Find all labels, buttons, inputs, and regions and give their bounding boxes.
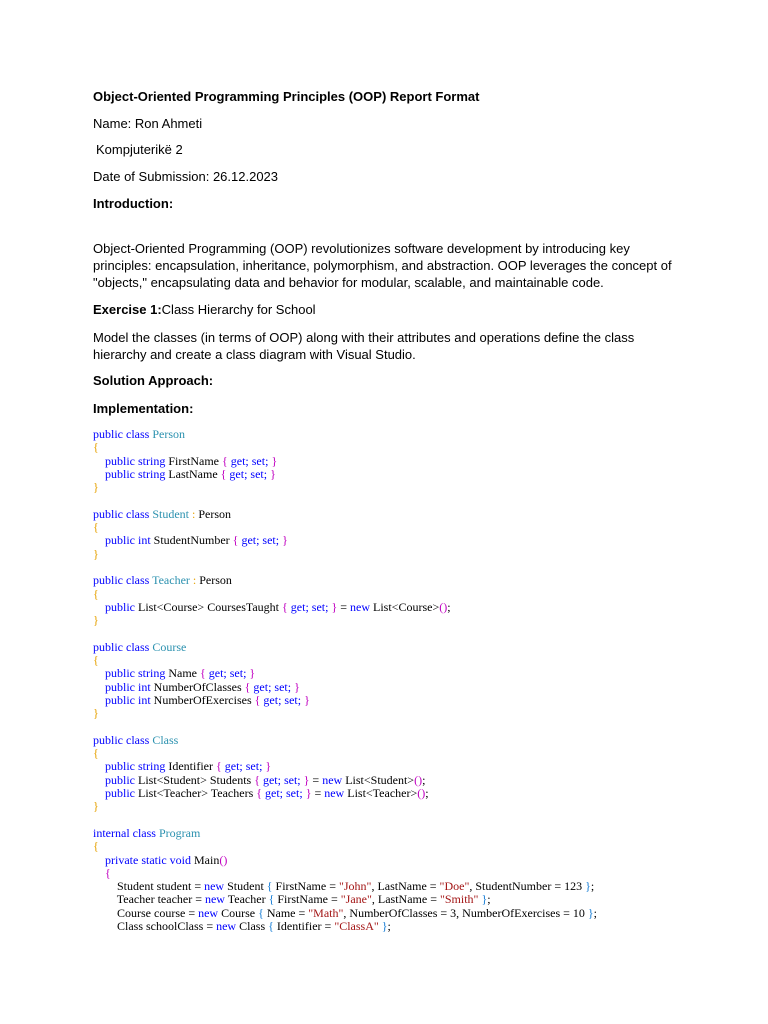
code-token: () bbox=[417, 786, 426, 801]
code-token: List<Student> Students bbox=[138, 772, 255, 787]
code-token: List<Teacher> Teachers bbox=[138, 786, 257, 801]
code-token: new bbox=[322, 772, 346, 787]
code-token: FirstName = bbox=[275, 879, 339, 894]
code-token: } bbox=[271, 453, 278, 468]
code-line bbox=[93, 455, 597, 468]
code-token: } bbox=[381, 918, 388, 933]
code-listing bbox=[93, 428, 597, 933]
code-token: get; set; bbox=[229, 466, 271, 481]
code-token: = bbox=[311, 786, 325, 801]
code-token: FirstName bbox=[168, 453, 222, 468]
code-token: private static void bbox=[105, 852, 194, 867]
code-token: { bbox=[220, 466, 230, 481]
code-line bbox=[93, 494, 597, 507]
solution-approach-heading: Solution Approach: bbox=[93, 373, 214, 388]
code-token: internal class bbox=[93, 825, 159, 840]
code-token bbox=[93, 786, 105, 800]
code-token: public class bbox=[93, 732, 153, 747]
code-token: public string bbox=[105, 759, 169, 774]
code-line bbox=[93, 707, 597, 720]
code-line bbox=[93, 428, 597, 441]
exercise-title: Class Hierarchy for School bbox=[161, 302, 316, 317]
code-token: Class bbox=[152, 732, 179, 747]
exercise-description: Model the classes (in terms of OOP) along with their attributes and operations define the class hierarchy and create a class diagram with Visual Studio. bbox=[93, 330, 635, 362]
code-line bbox=[93, 614, 597, 627]
code-line bbox=[93, 508, 597, 521]
code-token: () bbox=[414, 772, 423, 787]
code-line bbox=[93, 734, 597, 747]
code-token: public int bbox=[105, 533, 154, 548]
code-token: } bbox=[265, 759, 272, 774]
code-token: get; set; bbox=[230, 453, 272, 468]
code-token: } bbox=[93, 706, 99, 721]
code-token: Course bbox=[152, 639, 187, 654]
code-token bbox=[93, 853, 105, 867]
code-token: public string bbox=[105, 466, 169, 481]
introduction-paragraph: Object-Oriented Programming (OOP) revolutionizes software development by introducing key principles: encapsulation, inheritance, polymorphism, and abstraction. OOP leverages the concept of "objects," encapsulating data and behavior for modular, scalable, and maintainable code. bbox=[93, 241, 672, 290]
code-token: } bbox=[93, 480, 99, 495]
code-line bbox=[93, 441, 597, 454]
code-token: public int bbox=[105, 692, 154, 707]
code-line bbox=[93, 641, 597, 654]
code-line bbox=[93, 760, 597, 773]
code-token: Class bbox=[239, 918, 269, 933]
code-token: FirstName = bbox=[277, 892, 341, 907]
code-token: "ClassA" bbox=[334, 918, 379, 933]
code-token: } bbox=[305, 786, 312, 801]
code-line bbox=[93, 561, 597, 574]
code-token: get; set; bbox=[290, 599, 332, 614]
code-token: { bbox=[266, 879, 276, 894]
code-token: , LastName = bbox=[371, 892, 440, 907]
code-token bbox=[93, 773, 105, 787]
document-title: Object-Oriented Programming Principles (OOP) Report Format bbox=[93, 89, 480, 104]
code-token: { bbox=[232, 533, 242, 548]
code-token: Person bbox=[198, 506, 232, 521]
code-token: StudentNumber bbox=[153, 533, 233, 548]
code-line bbox=[93, 867, 597, 880]
code-token: ; bbox=[447, 599, 451, 614]
code-token: Name = bbox=[266, 905, 309, 920]
code-token: } bbox=[304, 692, 310, 707]
code-token: () bbox=[219, 852, 228, 867]
code-token: get; set; bbox=[224, 759, 266, 774]
code-token: Person bbox=[152, 427, 185, 441]
code-token: Course bbox=[221, 905, 259, 920]
code-token: Class schoolClass = bbox=[93, 918, 217, 933]
code-token bbox=[93, 454, 105, 468]
code-line bbox=[93, 667, 597, 680]
code-token: "Jane" bbox=[340, 892, 372, 907]
code-token: { bbox=[244, 679, 254, 694]
code-line bbox=[93, 840, 597, 853]
code-token: , NumberOfClasses = 3, NumberOfExercises = 10 bbox=[343, 905, 588, 920]
code-token: Teacher teacher = bbox=[93, 892, 205, 907]
code-token: new bbox=[204, 879, 228, 894]
code-token: } bbox=[303, 772, 310, 787]
code-token: } bbox=[93, 613, 99, 628]
code-token: { bbox=[93, 586, 99, 601]
code-token: get; set; bbox=[241, 533, 283, 548]
code-line bbox=[93, 880, 597, 893]
code-token: public int bbox=[105, 679, 154, 694]
code-token: public bbox=[105, 772, 138, 787]
code-token: Student bbox=[227, 879, 267, 894]
code-token: } bbox=[585, 879, 591, 894]
code-token bbox=[93, 680, 105, 694]
code-token: { bbox=[268, 918, 277, 933]
code-token: { bbox=[258, 905, 267, 920]
code-line bbox=[93, 747, 597, 760]
code-line bbox=[93, 907, 597, 920]
code-line bbox=[93, 800, 597, 813]
code-token: Teacher bbox=[227, 892, 269, 907]
code-token: ; bbox=[425, 786, 429, 801]
code-line bbox=[93, 814, 597, 827]
code-token: NumberOfExercises bbox=[153, 692, 255, 707]
code-token: { bbox=[215, 759, 225, 774]
code-line bbox=[93, 920, 597, 933]
code-token: Student bbox=[152, 506, 189, 521]
code-token: new bbox=[198, 905, 222, 920]
code-token: public string bbox=[105, 666, 169, 681]
code-token: Person bbox=[199, 573, 232, 588]
code-token: } bbox=[93, 799, 99, 814]
code-token: "Smith" bbox=[439, 892, 479, 907]
code-token: { bbox=[256, 786, 266, 801]
code-line bbox=[93, 601, 597, 614]
implementation-heading: Implementation: bbox=[93, 401, 194, 416]
code-token: { bbox=[282, 599, 291, 614]
code-token: } bbox=[331, 599, 338, 614]
code-line bbox=[93, 574, 597, 587]
code-token: { bbox=[254, 772, 263, 787]
code-line bbox=[93, 548, 597, 561]
code-line bbox=[93, 521, 597, 534]
code-token: Identifier bbox=[168, 759, 216, 774]
code-token: } bbox=[294, 679, 300, 694]
code-token: } bbox=[270, 466, 276, 481]
code-line bbox=[93, 588, 597, 601]
code-token: ; bbox=[487, 892, 491, 907]
code-token: } bbox=[481, 892, 488, 907]
code-token: , StudentNumber = 123 bbox=[469, 879, 586, 894]
code-token: new bbox=[204, 892, 228, 907]
code-line bbox=[93, 774, 597, 787]
code-token: } bbox=[249, 666, 256, 681]
code-token: } bbox=[93, 546, 99, 561]
code-token: Name bbox=[168, 666, 200, 681]
code-token: Identifier = bbox=[276, 918, 335, 933]
introduction-heading: Introduction: bbox=[93, 196, 174, 211]
code-token: Teacher bbox=[152, 573, 190, 588]
code-token: List<Student> bbox=[345, 772, 415, 787]
code-line bbox=[93, 827, 597, 840]
code-token: = bbox=[309, 772, 323, 787]
code-token: { bbox=[93, 839, 99, 854]
code-token: public bbox=[105, 599, 138, 614]
code-token: { bbox=[222, 453, 231, 468]
code-token: NumberOfClasses bbox=[153, 679, 245, 694]
code-line bbox=[93, 694, 597, 707]
code-token: public bbox=[105, 786, 138, 801]
code-token: } bbox=[282, 533, 288, 548]
code-token: , LastName = bbox=[371, 879, 440, 894]
code-token: new bbox=[324, 786, 348, 801]
code-line bbox=[93, 481, 597, 494]
code-token: get; set; bbox=[253, 679, 295, 694]
code-token: public class bbox=[93, 573, 153, 588]
code-token: { bbox=[268, 892, 278, 907]
submission-date: Date of Submission: 26.12.2023 bbox=[93, 169, 279, 184]
code-token: () bbox=[439, 599, 448, 614]
code-token: { bbox=[199, 666, 209, 681]
author-name: Name: Ron Ahmeti bbox=[93, 116, 203, 131]
code-token: } bbox=[587, 905, 594, 920]
code-token: List<Teacher> bbox=[347, 786, 418, 801]
code-token: public class bbox=[93, 639, 153, 654]
code-token: "John" bbox=[338, 879, 372, 894]
code-token bbox=[93, 693, 105, 707]
code-token: public class bbox=[93, 506, 153, 521]
code-line bbox=[93, 627, 597, 640]
code-token: public string bbox=[105, 453, 169, 468]
code-token: ; bbox=[590, 879, 595, 894]
code-token: Main bbox=[193, 852, 220, 867]
exercise-label: Exercise 1: bbox=[93, 302, 162, 317]
code-token: get; set; bbox=[262, 772, 304, 787]
code-token bbox=[93, 600, 105, 614]
code-token: List<Course> CoursesTaught bbox=[138, 599, 283, 614]
exercise-heading bbox=[93, 301, 316, 318]
code-token: LastName bbox=[168, 466, 221, 481]
code-token: ; bbox=[387, 918, 391, 933]
code-token bbox=[93, 666, 105, 680]
code-line bbox=[93, 654, 597, 667]
code-token: Program bbox=[158, 825, 201, 840]
code-line bbox=[93, 787, 597, 800]
code-token: get; set; bbox=[208, 666, 250, 681]
code-token: new bbox=[216, 918, 240, 933]
code-token bbox=[93, 533, 105, 547]
course-name: Kompjuterikë 2 bbox=[96, 142, 183, 157]
code-token: "Math" bbox=[308, 905, 344, 920]
code-token: { bbox=[93, 440, 99, 455]
code-line bbox=[93, 854, 597, 867]
code-token: ; bbox=[422, 772, 426, 787]
code-token: Course course = bbox=[93, 905, 199, 920]
code-token: get; set; bbox=[265, 786, 306, 801]
code-token: { bbox=[93, 653, 99, 668]
code-token: new bbox=[350, 599, 374, 614]
code-token: : bbox=[189, 573, 200, 588]
code-token: "Doe" bbox=[439, 879, 470, 894]
code-token bbox=[93, 467, 105, 481]
code-token: public class bbox=[93, 427, 153, 441]
code-token: List<Course> bbox=[373, 599, 440, 614]
code-token: Student student = bbox=[93, 879, 205, 894]
code-line bbox=[93, 468, 597, 481]
code-line bbox=[93, 534, 597, 547]
code-token: { bbox=[93, 746, 99, 761]
code-token: = bbox=[337, 599, 351, 614]
code-token: { bbox=[254, 692, 264, 707]
code-token: get; set; bbox=[263, 692, 305, 707]
code-token bbox=[93, 866, 105, 880]
code-line bbox=[93, 721, 597, 734]
code-token bbox=[93, 759, 105, 773]
code-token: { bbox=[105, 865, 111, 880]
code-token: : bbox=[189, 506, 199, 521]
code-line bbox=[93, 681, 597, 694]
code-line bbox=[93, 893, 597, 906]
code-token: { bbox=[93, 520, 99, 535]
code-token: ; bbox=[593, 905, 598, 920]
